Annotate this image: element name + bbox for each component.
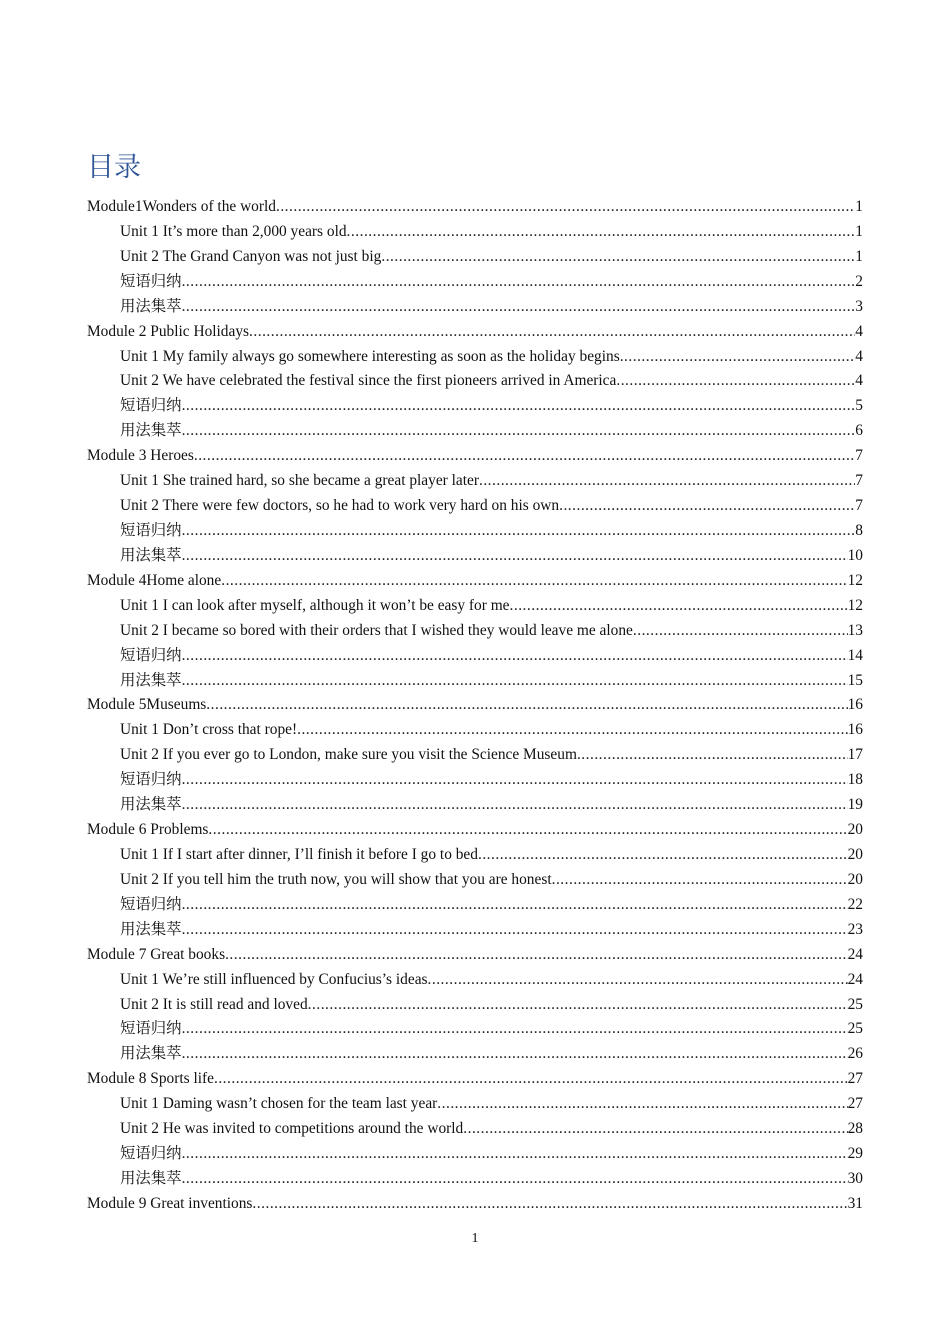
toc-entry-title: 用法集萃 [120,796,182,814]
toc-entry-page: 19 [847,796,863,814]
toc-entry-title: Module 9 Great inventions [87,1194,253,1212]
toc-entry-title: Unit 2 If you ever go to London, make sure you visit the Science Museum [120,746,577,764]
dot-leader [559,494,855,519]
toc-entry-title: Module 2 Public Holidays [87,322,250,340]
toc-entry-title: 用法集萃 [120,1045,182,1063]
dot-leader [276,195,855,220]
dot-leader [182,544,848,569]
dot-leader [437,1092,847,1117]
dot-leader [252,1192,847,1217]
toc-entry-title: Unit 1 My family always go somewhere interesting as soon as the holiday begins [120,347,620,365]
toc-entry-page: 20 [847,821,863,839]
toc-entry-title: 短语归纳 [120,272,182,290]
toc-entry-page: 25 [847,995,863,1013]
toc-entry-title: 用法集萃 [120,1169,182,1187]
toc-entry-page: 7 [855,497,863,515]
toc-entry-title: 用法集萃 [120,422,182,440]
page-title: 目录 [87,152,141,183]
toc-entry-page: 15 [847,671,863,689]
toc-entry-title: 短语归纳 [120,521,182,539]
dot-leader [182,768,848,793]
toc-entry-page: 27 [847,1070,863,1088]
dot-leader [225,943,848,968]
toc-entry-title: Module 3 Heroes [87,447,194,465]
toc-entry-page: 6 [855,422,863,440]
toc-entry-page: 10 [847,546,863,564]
toc-entry-page: 12 [847,596,863,614]
dot-leader [182,918,848,943]
toc-entry-page: 24 [847,970,863,988]
dot-leader [182,295,856,320]
dot-leader [182,893,848,918]
dot-leader [463,1117,847,1142]
toc-entry-title: 用法集萃 [120,546,182,564]
dot-leader [182,1142,848,1167]
dot-leader [428,968,848,993]
toc-sub-entry[interactable] [87,718,863,743]
toc-sub-entry[interactable] [87,843,863,868]
dot-leader [347,220,856,245]
toc-entry-page: 13 [847,621,863,639]
toc-module-entry[interactable] [87,320,863,345]
toc-sub-entry[interactable] [87,494,863,519]
toc-entry-title: Unit 1 We’re still influenced by Confucius’s ideas [120,970,428,988]
toc-entry-page: 12 [847,571,863,589]
toc-entry-page: 26 [847,1045,863,1063]
table-of-contents [87,195,863,1217]
dot-leader [182,519,856,544]
dot-leader [182,793,848,818]
toc-sub-entry[interactable] [87,669,863,694]
toc-entry-title: Unit 2 He was invited to competitions around the world [120,1120,464,1138]
toc-entry-page: 1 [855,222,863,240]
dot-leader [182,1017,848,1042]
toc-sub-entry[interactable] [87,594,863,619]
toc-entry-title: 用法集萃 [120,671,182,689]
dot-leader [182,669,848,694]
toc-entry-title: Unit 2 There were few doctors, so he had to work very hard on his own [120,497,560,515]
dot-leader [479,469,855,494]
toc-sub-entry[interactable] [87,743,863,768]
toc-sub-entry[interactable] [87,1167,863,1192]
toc-module-entry[interactable] [87,569,863,594]
dot-leader [221,569,847,594]
toc-entry-page: 17 [847,746,863,764]
toc-entry-title: Unit 2 We have celebrated the festival since the first pioneers arrived in America [120,372,617,390]
toc-entry-page: 18 [847,771,863,789]
toc-entry-title: 短语归纳 [120,1145,182,1163]
dot-leader [182,1167,848,1192]
dot-leader [552,868,848,893]
toc-module-entry[interactable] [87,1067,863,1092]
toc-entry-title: Unit 1 She trained hard, so she became a great player later [120,472,479,490]
toc-entry-page: 1 [855,198,863,215]
toc-entry-page: 22 [847,895,863,913]
dot-leader [620,345,856,370]
toc-entry-page: 27 [847,1095,863,1113]
toc-sub-entry[interactable] [87,644,863,669]
toc-entry-title: Module 8 Sports life [87,1070,214,1088]
toc-entry-page: 8 [855,521,863,539]
page-number: 1 [471,1231,479,1246]
dot-leader [510,594,848,619]
dot-leader [308,993,848,1018]
toc-entry-title: 用法集萃 [120,297,182,315]
toc-entry-page: 3 [855,297,863,315]
toc-sub-entry[interactable] [87,918,863,943]
toc-entry-page: 30 [847,1169,863,1187]
toc-sub-entry[interactable] [87,469,863,494]
toc-entry-page: 1 [855,247,863,265]
toc-entry-title: Unit 1 It’s more than 2,000 years old [120,222,347,240]
toc-entry-title: Module 4Home alone [87,571,222,589]
dot-leader [206,693,847,718]
toc-module-entry[interactable] [87,444,863,469]
toc-entry-title: Unit 2 If you tell him the truth now, you will show that you are honest [120,870,552,888]
dot-leader [577,743,848,768]
toc-entry-title: 短语归纳 [120,771,182,789]
toc-entry-title: Unit 1 If I start after dinner, I’ll finish it before I go to bed [120,845,478,863]
dot-leader [214,1067,848,1092]
toc-entry-title: Unit 1 Don’t cross that rope! [120,721,298,739]
toc-entry-title: 短语归纳 [120,895,182,913]
toc-sub-entry[interactable] [87,369,863,394]
toc-entry-title: Module1Wonders of the world [87,198,276,215]
dot-leader [182,1042,848,1067]
toc-entry-page: 4 [855,322,863,340]
toc-entry-page: 5 [855,397,863,415]
toc-sub-entry[interactable] [87,619,863,644]
toc-sub-entry[interactable] [87,968,863,993]
dot-leader [249,320,855,345]
toc-sub-entry[interactable] [87,1092,863,1117]
toc-module-entry[interactable] [87,693,863,718]
dot-leader [616,369,855,394]
toc-sub-entry[interactable] [87,394,863,419]
toc-sub-entry[interactable] [87,295,863,320]
toc-sub-entry[interactable] [87,1042,863,1067]
toc-entry-page: 25 [847,1020,863,1038]
toc-entry-page: 4 [855,347,863,365]
toc-entry-page: 14 [847,646,863,664]
toc-entry-page: 20 [847,870,863,888]
toc-module-entry[interactable] [87,1192,863,1217]
toc-entry-page: 28 [847,1120,863,1138]
toc-sub-entry[interactable] [87,793,863,818]
toc-entry-page: 23 [847,920,863,938]
toc-sub-entry[interactable] [87,1142,863,1167]
toc-entry-title: Unit 1 I can look after myself, although it won’t be easy for me [120,596,510,614]
toc-entry-page: 20 [847,845,863,863]
toc-module-entry[interactable] [87,818,863,843]
toc-entry-page: 16 [847,696,863,714]
toc-entry-page: 7 [855,447,863,465]
dot-leader [194,444,855,469]
toc-sub-entry[interactable] [87,345,863,370]
dot-leader [182,419,856,444]
toc-sub-entry[interactable] [87,768,863,793]
toc-entry-page: 16 [847,721,863,739]
toc-sub-entry[interactable] [87,1017,863,1042]
toc-module-entry[interactable] [87,195,863,220]
toc-sub-entry[interactable] [87,893,863,918]
toc-entry-title: Module 5Museums [87,696,207,714]
toc-entry-title: Unit 2 I became so bored with their orders that I wished they would leave me alone [120,621,633,639]
toc-sub-entry[interactable] [87,544,863,569]
toc-entry-title: Module 7 Great books [87,945,226,963]
toc-sub-entry[interactable] [87,220,863,245]
toc-entry-title: 用法集萃 [120,920,182,938]
toc-sub-entry[interactable] [87,868,863,893]
toc-sub-entry[interactable] [87,245,863,270]
toc-sub-entry[interactable] [87,419,863,444]
toc-entry-title: Unit 1 Daming wasn’t chosen for the team last year [120,1095,438,1113]
toc-sub-entry[interactable] [87,993,863,1018]
toc-entry-page: 7 [855,472,863,490]
dot-leader [478,843,848,868]
toc-entry-title: Unit 2 It is still read and loved [120,995,308,1013]
toc-sub-entry[interactable] [87,270,863,295]
toc-entry-title: 短语归纳 [120,646,182,664]
toc-entry-page: 24 [847,945,863,963]
toc-entry-page: 31 [847,1194,863,1212]
dot-leader [182,644,848,669]
toc-sub-entry[interactable] [87,1117,863,1142]
toc-entry-page: 4 [855,372,863,390]
toc-entry-title: Unit 2 The Grand Canyon was not just big [120,247,382,265]
dot-leader [182,394,856,419]
toc-entry-title: 短语归纳 [120,397,182,415]
dot-leader [633,619,848,644]
dot-leader [182,270,856,295]
toc-entry-title: 短语归纳 [120,1020,182,1038]
dot-leader [381,245,855,270]
toc-sub-entry[interactable] [87,519,863,544]
toc-entry-page: 29 [847,1145,863,1163]
toc-entry-page: 2 [855,272,863,290]
dot-leader [208,818,847,843]
toc-module-entry[interactable] [87,943,863,968]
dot-leader [297,718,848,743]
toc-entry-title: Module 6 Problems [87,821,209,839]
